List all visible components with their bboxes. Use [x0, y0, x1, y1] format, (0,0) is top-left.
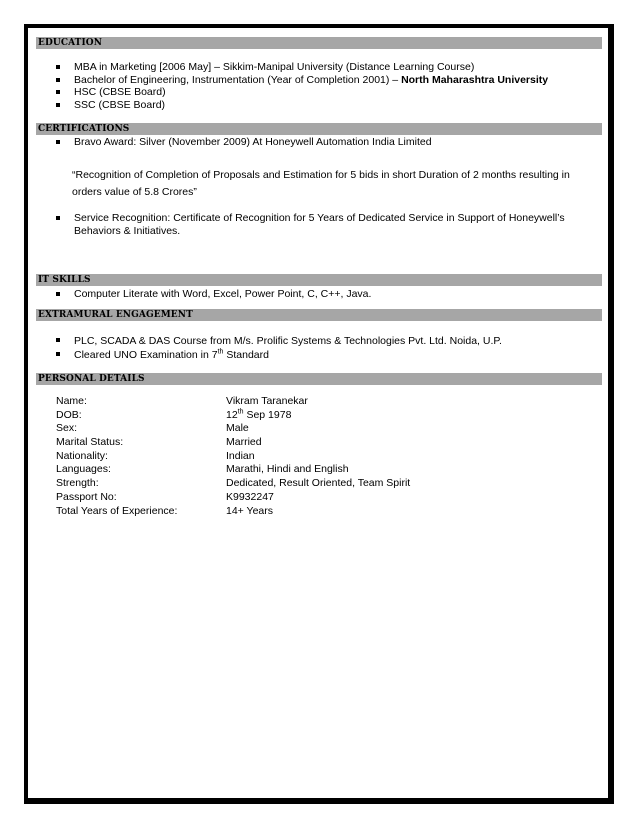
bullet-icon: [56, 216, 60, 220]
passport-value: K9932247: [226, 490, 274, 503]
sex-value: Male: [226, 422, 249, 435]
certification-award: Bravo Award: Silver (November 2009) At Honeywell Automation India Limited: [74, 136, 432, 148]
list-item: [36, 86, 602, 99]
table-row: [56, 436, 410, 450]
table-row: [56, 505, 410, 519]
list-item: [36, 61, 602, 74]
extramural-header: EXTRAMURAL ENGAGEMENT: [36, 309, 602, 321]
dob-sup: th: [237, 408, 244, 416]
list-item: [36, 99, 602, 112]
list-item: [36, 288, 602, 301]
it-skills-list: [36, 288, 602, 301]
bullet-icon: [56, 103, 60, 107]
certifications-header: CERTIFICATIONS: [36, 123, 602, 135]
bullet-icon: [56, 292, 60, 296]
bullet-icon: [56, 78, 60, 82]
bullet-icon: [56, 90, 60, 94]
dob-rest: Sep 1978: [243, 408, 292, 421]
education-item-mba: MBA in Marketing [2006 May] – Sikkim-Manipal University (Distance Learning Course): [74, 61, 475, 73]
certifications-list: [36, 136, 602, 149]
bullet-icon: [56, 338, 60, 342]
education-item-ssc: SSC (CBSE Board): [74, 98, 166, 111]
dob-day: 12: [226, 408, 238, 421]
nationality-value: Indian: [226, 449, 255, 462]
marital-label: Marital Status:: [56, 436, 124, 449]
table-row: [56, 491, 410, 505]
table-row: [56, 450, 410, 464]
extramural-item-uno: Cleared UNO Examination in 7: [74, 349, 218, 361]
table-row: [56, 477, 410, 491]
languages-value: Marathi, Hindi and English: [226, 463, 349, 476]
strength-label: Strength:: [56, 477, 99, 490]
extramural-item-uno-end: Standard: [223, 349, 269, 361]
experience-label: Total Years of Experience:: [56, 504, 178, 517]
certifications-list-2: [36, 212, 602, 238]
table-row: [56, 463, 410, 477]
bullet-icon: [56, 65, 60, 69]
dob-value: [226, 409, 410, 423]
extramural-item-plc: PLC, SCADA & DAS Course from M/s. Prolific Systems & Technologies Pvt. Ltd. Noida, U.P.: [74, 335, 502, 347]
education-item-be: Bachelor of Engineering, Instrumentation (Year of Completion 2001) –: [74, 73, 402, 86]
personal-header: PERSONAL DETAILS: [36, 373, 602, 385]
bullet-icon: [56, 140, 60, 144]
nationality-label: Nationality:: [56, 449, 108, 462]
marital-value: Married: [226, 436, 262, 449]
experience-value: 14+ Years: [226, 504, 274, 517]
personal-details-table: [56, 395, 410, 518]
education-header: EDUCATION: [36, 37, 602, 49]
list-item: [36, 334, 602, 348]
extramural-list: [36, 334, 602, 362]
table-row: [56, 422, 410, 436]
sex-label: Sex:: [56, 422, 78, 435]
passport-label: Passport No:: [56, 490, 117, 503]
list-item: [36, 136, 602, 149]
bullet-icon: [56, 352, 60, 356]
list-item: [36, 348, 602, 362]
education-list: [36, 61, 602, 111]
education-university: North Maharashtra University: [401, 73, 549, 86]
languages-label: Languages:: [56, 463, 111, 476]
list-item: [36, 212, 602, 238]
table-row: [56, 409, 410, 423]
dob-label: DOB:: [56, 408, 82, 421]
list-item: [36, 74, 602, 87]
resume-content: [36, 37, 602, 518]
extramural-sup: th: [217, 348, 224, 356]
it-skills-item: Computer Literate with Word, Excel, Power Point, C, C++, Java.: [74, 287, 372, 300]
name-label: Name:: [56, 395, 87, 407]
education-item-hsc: HSC (CBSE Board): [74, 86, 166, 98]
certification-service: Service Recognition: Certificate of Recognition for 5 Years of Dedicated Service in Support of Honeywell’s Behaviors & Initiatives.: [74, 211, 565, 237]
strength-value: Dedicated, Result Oriented, Team Spirit: [226, 477, 411, 490]
it-skills-header: IT SKILLS: [36, 274, 602, 286]
certification-quote: “Recognition of Completion of Proposals and Estimation for 5 bids in short Duration of 2 months resulting in orders value of 5.8 Crores”: [72, 168, 570, 198]
table-row: [56, 395, 410, 409]
name-value: Vikram Taranekar: [226, 395, 308, 407]
